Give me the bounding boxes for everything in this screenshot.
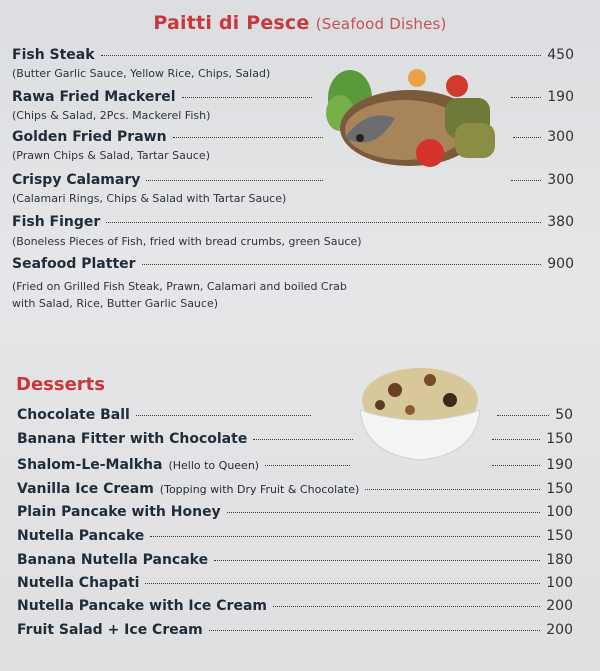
item-price: 50: [555, 407, 574, 423]
menu-item-shalom-le-malkha: [17, 457, 573, 473]
menu-item-banana-fitter: [17, 431, 573, 447]
item-price: 300: [547, 172, 575, 188]
dot-leader: [106, 222, 541, 223]
item-name: Nutella Chapati: [17, 575, 140, 591]
dot-leader: [227, 512, 541, 513]
dot-leader: [273, 606, 540, 607]
item-price: 150: [546, 481, 573, 497]
grilled-fish-image: [325, 58, 505, 183]
dot-leader: [142, 264, 542, 265]
item-name: Fruit Salad + Ice Cream: [17, 622, 203, 638]
item-description: (Chips & Salad, 2Pcs. Mackerel Fish): [12, 109, 211, 122]
dot-leader: [182, 97, 312, 98]
item-name: Crispy Calamary: [12, 172, 141, 188]
menu-item-chocolate-ball: [17, 407, 573, 423]
dot-leader: [253, 439, 353, 440]
item-name: Shalom-Le-Malkha: [17, 457, 163, 473]
item-price: 300: [547, 129, 574, 145]
dot-leader: [173, 137, 323, 138]
item-note: (Topping with Dry Fruit & Chocolate): [159, 483, 360, 496]
item-price: 380: [547, 214, 574, 230]
item-name: Rawa Fried Mackerel: [12, 89, 176, 105]
item-name: Banana Nutella Pancake: [17, 552, 209, 568]
item-note: (Hello to Queen): [168, 459, 260, 472]
item-name: Vanilla Ice Cream: [17, 481, 154, 497]
dot-leader: [214, 560, 540, 561]
item-name: Plain Pancake with Honey: [17, 504, 221, 520]
item-price: 150: [546, 528, 573, 544]
dot-leader: [209, 630, 540, 631]
item-description-line: (Fried on Grilled Fish Steak, Prawn, Calamari and boiled Crab: [12, 280, 347, 293]
item-price: 180: [546, 552, 573, 568]
menu-item-seafood-platter: [12, 256, 574, 272]
seafood-title: Paitti di Pesce: [153, 12, 310, 34]
dot-leader: [511, 180, 541, 181]
menu-item-fish-finger: [12, 214, 574, 230]
item-name: Nutella Pancake with Ice Cream: [17, 598, 267, 614]
item-price: 150: [546, 431, 573, 447]
item-price: 100: [546, 504, 573, 520]
item-name: Chocolate Ball: [17, 407, 130, 423]
menu-item-nutella-pancake: [17, 528, 573, 544]
dot-leader: [492, 465, 540, 466]
seafood-subtitle: (Seafood Dishes): [315, 15, 447, 33]
dot-leader: [497, 415, 549, 416]
dot-leader: [101, 55, 542, 56]
dot-leader: [136, 415, 311, 416]
menu-item-rawa-fried-mackerel: [12, 89, 574, 105]
menu-item-fruit-salad-ice-cream: [17, 622, 573, 638]
item-description: (Boneless Pieces of Fish, fried with bread crumbs, green Sauce): [12, 235, 362, 248]
dot-leader: [513, 137, 541, 138]
item-price: 450: [547, 47, 574, 63]
menu-item-plain-pancake: [17, 504, 573, 520]
seafood-section-title: [0, 12, 600, 34]
menu-item-nutella-chapati: [17, 575, 573, 591]
item-description: (Prawn Chips & Salad, Tartar Sauce): [12, 149, 210, 162]
item-name: Nutella Pancake: [17, 528, 145, 544]
menu-item-golden-fried-prawn: [12, 129, 574, 145]
item-name: Seafood Platter: [12, 256, 136, 272]
desserts-title: Desserts: [16, 374, 105, 395]
menu-item-nutella-pancake-ice-cream: [17, 598, 573, 614]
item-description: (Butter Garlic Sauce, Yellow Rice, Chips, Salad): [12, 67, 271, 80]
item-description: (Calamari Rings, Chips & Salad with Tartar Sauce): [12, 192, 287, 205]
item-description-line: with Salad, Rice, Butter Garlic Sauce): [12, 297, 219, 310]
dot-leader: [145, 583, 540, 584]
menu-item-crispy-calamary: [12, 172, 574, 188]
menu-item-vanilla-ice-cream: [17, 481, 573, 497]
dot-leader: [265, 465, 350, 466]
item-price: 190: [547, 89, 574, 105]
item-name: Banana Fitter with Chocolate: [17, 431, 248, 447]
item-name: Golden Fried Prawn: [12, 129, 167, 145]
dot-leader: [146, 180, 322, 181]
item-description: [12, 278, 347, 312]
dot-leader: [365, 489, 540, 490]
item-price: 900: [547, 256, 574, 272]
dot-leader: [511, 97, 541, 98]
item-name: Fish Finger: [12, 214, 101, 230]
item-price: 190: [546, 457, 573, 473]
menu-item-fish-steak: [12, 47, 574, 63]
menu-item-banana-nutella-pancake: [17, 552, 573, 568]
item-price: 100: [546, 575, 573, 591]
item-price: 200: [546, 622, 573, 638]
item-price: 200: [546, 598, 573, 614]
dot-leader: [492, 439, 540, 440]
dot-leader: [150, 536, 540, 537]
item-name: Fish Steak: [12, 47, 95, 63]
